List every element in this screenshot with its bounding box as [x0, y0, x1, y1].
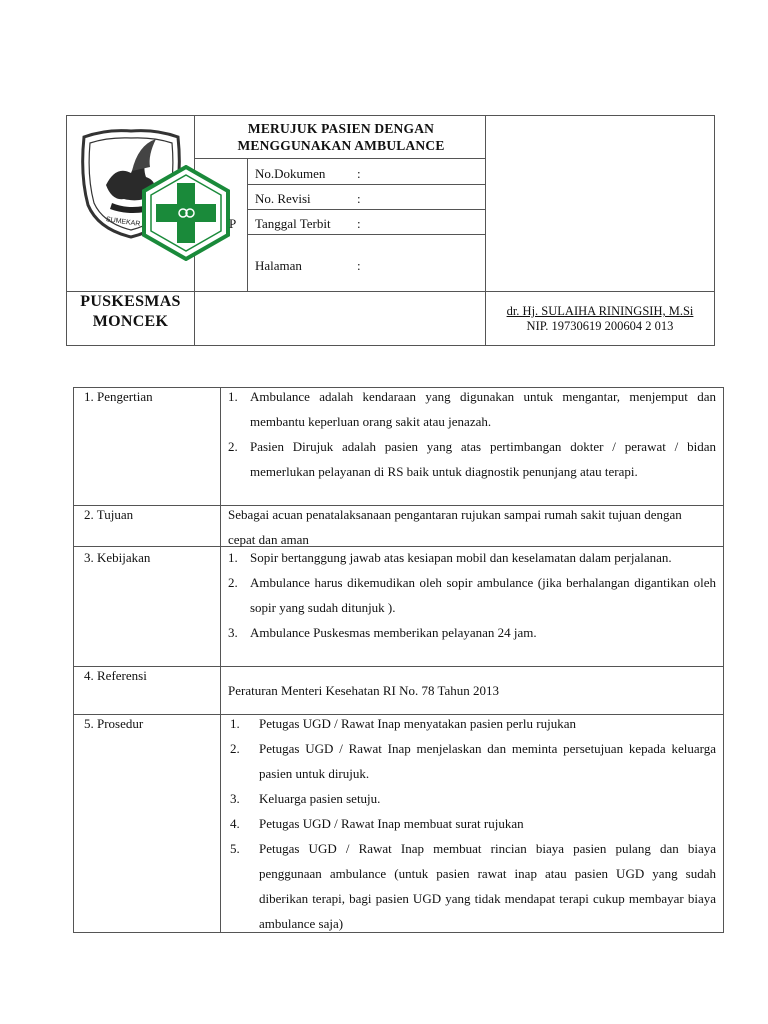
list-text: Petugas UGD / Rawat Inap membuat rincian biaya pasien pulang dan biaya penggunaan ambulance (untuk pasien rawat inap atau pasien UGD yang sudah diberikan terapi, bagi pasien UGD yang tidak mendapat terapi cukup membayar biaya ambulance saja)	[259, 841, 716, 931]
section-body-tujuan: Sebagai acuan penatalaksanaan pengantaran rujukan sampai rumah sakit tujuan dengan cepat dan aman	[228, 507, 682, 547]
list-item	[222, 711, 716, 736]
list-number: 1.	[230, 716, 240, 731]
section-body-kebijakan	[222, 545, 716, 645]
section-body-prosedur	[222, 711, 716, 936]
list-item	[222, 786, 716, 811]
section-label-tujuan: 2. Tujuan	[84, 507, 134, 522]
institution-name: PUSKESMAS MONCEK	[80, 293, 181, 330]
signatory-name: dr. Hj. SULAIHA RININGSIH, M.Si	[506, 304, 694, 318]
list-item	[222, 384, 716, 434]
list-number: 3.	[230, 791, 240, 806]
section-body-pengertian	[222, 384, 716, 484]
sop-label-fragment: P	[229, 216, 237, 231]
list-item	[222, 811, 716, 836]
list-text: Petugas UGD / Rawat Inap membuat surat rujukan	[259, 816, 524, 831]
list-item	[222, 736, 716, 786]
meta-value-halaman: :	[357, 258, 361, 273]
section-body-referensi: Peraturan Menteri Kesehatan RI No. 78 Tahun 2013	[228, 683, 500, 698]
section-label-referensi: 4. Referensi	[84, 668, 147, 683]
meta-label-tanggal-terbit: Tanggal Terbit	[255, 216, 331, 231]
list-number: 3.	[228, 625, 238, 640]
list-number: 1.	[228, 550, 238, 565]
list-number: 4.	[230, 816, 240, 831]
list-number: 5.	[230, 841, 240, 856]
section-label-kebijakan: 3. Kebijakan	[84, 550, 151, 565]
list-number: 2.	[228, 575, 238, 590]
meta-label-no-dokumen: No.Dokumen	[255, 166, 326, 181]
section-label-pengertian: 1. Pengertian	[84, 389, 153, 404]
list-text: Petugas UGD / Rawat Inap menjelaskan dan meminta persetujuan kepada keluarga pasien untuk dirujuk.	[259, 741, 716, 781]
list-text: Pasien Dirujuk adalah pasien yang atas pertimbangan dokter / perawat / bidan memerlukan pelayanan di RS baik untuk diagnostik penunjang atau terapi.	[250, 439, 716, 479]
list-item	[222, 620, 716, 645]
list-number: 2.	[230, 741, 240, 756]
list-item	[222, 836, 716, 936]
list-text: Sopir bertanggung jawab atas kesiapan mobil dan keselamatan dalam perjalanan.	[250, 550, 672, 565]
meta-value-no-revisi: :	[357, 191, 361, 206]
puskesmas-logo	[140, 165, 232, 261]
document-title: MERUJUK PASIEN DENGAN MENGGUNAKAN AMBULANCE	[237, 121, 445, 153]
meta-value-no-dokumen: :	[357, 166, 361, 181]
list-text: Ambulance harus dikemudikan oleh sopir ambulance (jika berhalangan digantikan oleh sopir yang sudah ditunjuk ).	[250, 575, 716, 615]
section-label-prosedur: 5. Prosedur	[84, 716, 144, 731]
meta-label-no-revisi: No. Revisi	[255, 191, 311, 206]
list-item	[222, 545, 716, 570]
list-item	[222, 434, 716, 484]
list-text: Ambulance adalah kendaraan yang digunakan untuk mengantar, menjemput dan membantu keperluan orang sakit atau jenazah.	[250, 389, 716, 429]
list-text: Petugas UGD / Rawat Inap menyatakan pasien perlu rujukan	[259, 716, 576, 731]
list-number: 1.	[228, 389, 238, 404]
signatory-nip: NIP. 19730619 200604 2 013	[526, 319, 674, 333]
list-item	[222, 570, 716, 620]
logo-banner-text: SUMEKAR	[105, 216, 141, 228]
list-number: 2.	[228, 439, 238, 454]
list-text: Keluarga pasien setuju.	[259, 791, 381, 806]
meta-value-tanggal-terbit: :	[357, 216, 361, 231]
meta-label-halaman: Halaman	[255, 258, 302, 273]
list-text: Ambulance Puskesmas memberikan pelayanan 24 jam.	[250, 625, 537, 640]
signatory-block	[488, 304, 712, 334]
